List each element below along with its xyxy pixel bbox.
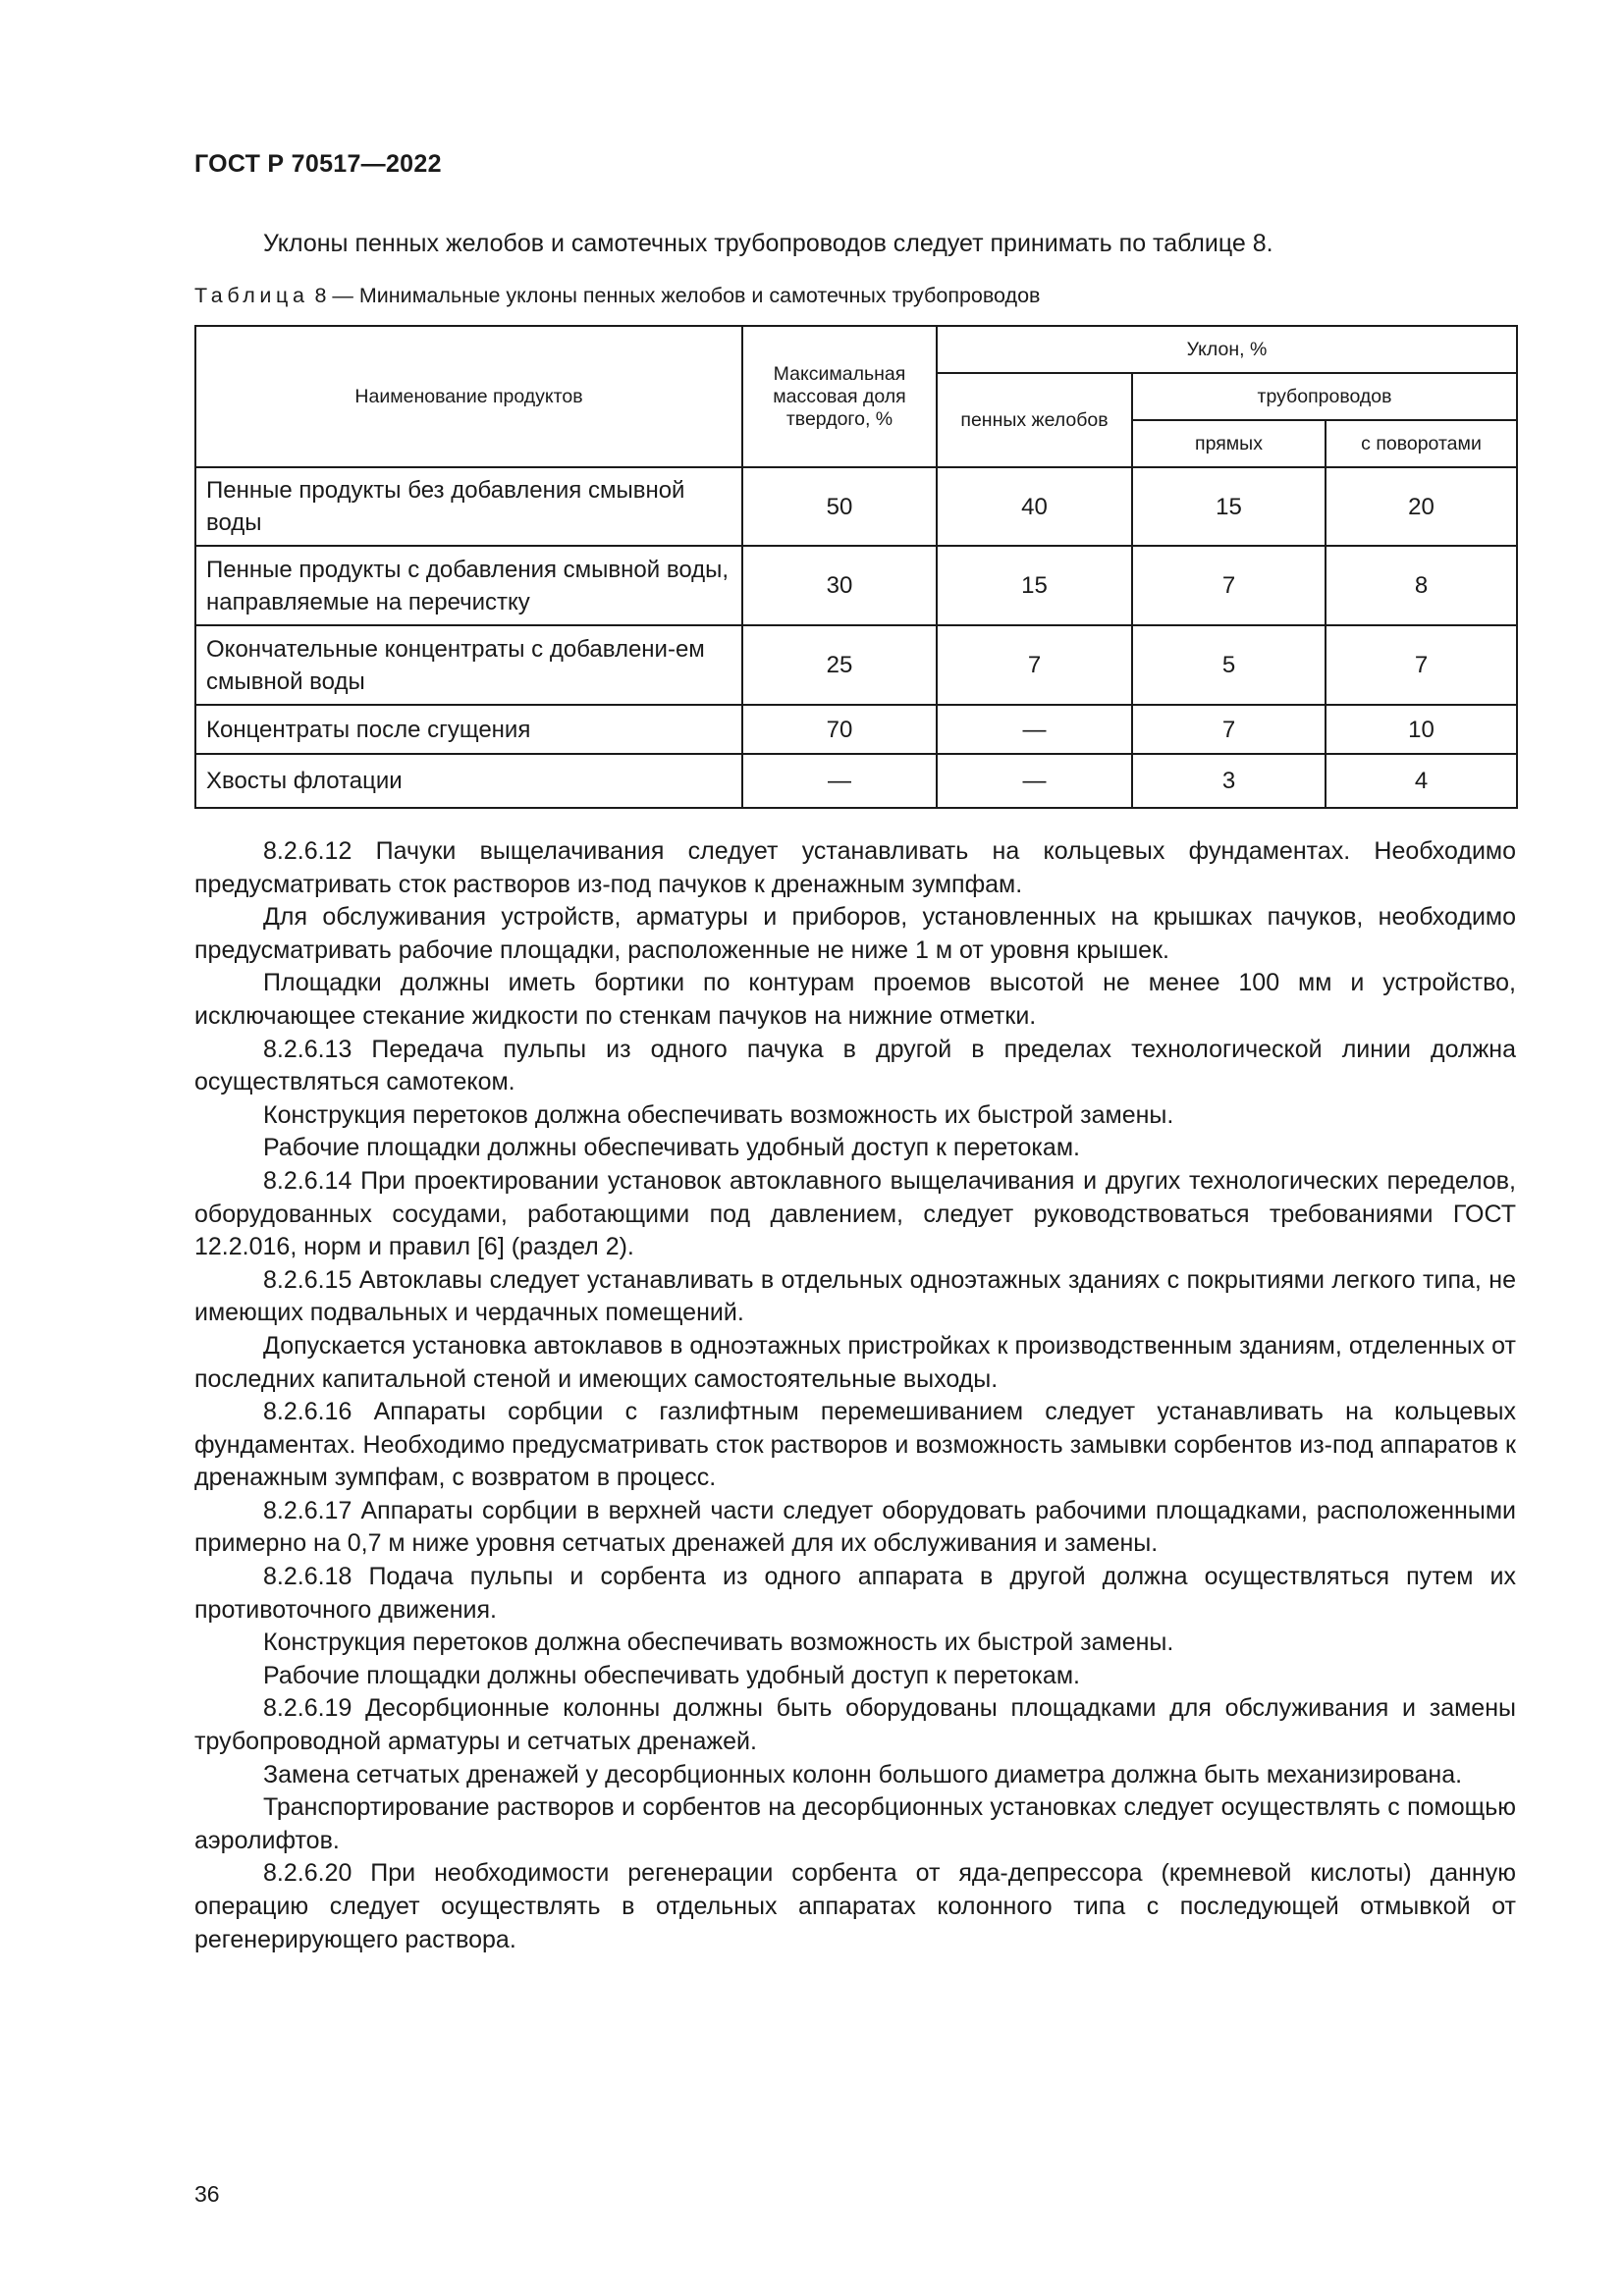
table-row <box>195 546 1517 625</box>
product-name: Концентраты после сгущения <box>195 705 742 754</box>
solids-value: 25 <box>742 625 937 705</box>
header-product: Наименование продуктов <box>195 326 742 467</box>
header-straight: прямых <box>1132 420 1326 467</box>
troughs-value: 40 <box>937 467 1132 546</box>
body-text <box>194 835 1516 1956</box>
solids-value: — <box>742 754 937 808</box>
troughs-value: — <box>937 705 1132 754</box>
table-row <box>195 754 1517 808</box>
straight-value: 7 <box>1132 705 1326 754</box>
table-caption <box>194 284 1040 308</box>
header-solids: Максимальная массовая доля твердого, % <box>742 326 937 467</box>
paragraph: 8.2.6.12 Пачуки выщелачивания следует устанавливать на кольцевых фундаментах. Необходимо предусматривать сток растворов из-под пачуков к дренажным зумпфам. <box>194 837 1516 898</box>
turns-value: 4 <box>1326 754 1517 808</box>
troughs-value: — <box>937 754 1132 808</box>
product-name: Пенные продукты без добавления смывной воды <box>195 467 742 546</box>
straight-value: 7 <box>1132 546 1326 625</box>
straight-value: 3 <box>1132 754 1326 808</box>
turns-value: 7 <box>1326 625 1517 705</box>
paragraph: 8.2.6.13 Передача пульпы из одного пачука в другой в пределах технологической линии должна осуществляться самотеком. <box>194 1035 1516 1096</box>
paragraph: 8.2.6.18 Подача пульпы и сорбента из одного аппарата в другой должна осуществляться путем их противоточного движения. <box>194 1563 1516 1624</box>
troughs-value: 7 <box>937 625 1132 705</box>
paragraph: Рабочие площадки должны обеспечивать удобный доступ к перетокам. <box>263 1134 1080 1162</box>
table-row <box>195 625 1517 705</box>
turns-value: 10 <box>1326 705 1517 754</box>
troughs-value: 15 <box>937 546 1132 625</box>
paragraph: 8.2.6.16 Аппараты сорбции с газлифтным перемешиванием следует устанавливать на кольцевых фундаментах. Необходимо предусматривать сток растворов и возможность замывки сорбентов из-под аппаратов к дренажным зумпфам, с возвратом в процесс. <box>194 1398 1516 1492</box>
paragraph: Замена сетчатых дренажей у десорбционных колонн большого диаметра должна быть механизирована. <box>263 1760 1463 1789</box>
page-number: 36 <box>194 2181 220 2207</box>
turns-value: 20 <box>1326 467 1517 546</box>
solids-value: 70 <box>742 705 937 754</box>
table-row <box>195 705 1517 754</box>
paragraph: Конструкция перетоков должна обеспечивать возможность их быстрой замены. <box>263 1100 1174 1129</box>
product-name: Окончательные концентраты с добавлени-ем смывной воды <box>195 625 742 705</box>
header-turns: с поворотами <box>1326 420 1517 467</box>
table-caption-label: Таблица <box>194 284 309 307</box>
solids-value: 50 <box>742 467 937 546</box>
paragraph: 8.2.6.14 При проектировании установок автоклавного выщелачивания и других технологических переделов, оборудованных сосудами, работающими под давлением, следует руководствоваться требованиями ГОСТ 12.2.016, норм и правил [6] (раздел 2). <box>194 1166 1516 1261</box>
paragraph: Конструкция перетоков должна обеспечивать возможность их быстрой замены. <box>263 1629 1174 1657</box>
table-row <box>195 467 1517 546</box>
product-name: Хвосты флотации <box>195 754 742 808</box>
straight-value: 5 <box>1132 625 1326 705</box>
paragraph: Для обслуживания устройств, арматуры и приборов, установленных на крышках пачуков, необходимо предусматривать рабочие площадки, расположенные не ниже 1 м от уровня крышек. <box>194 903 1516 964</box>
paragraph: 8.2.6.17 Аппараты сорбции в верхней части следует оборудовать рабочими площадками, расположенными примерно на 0,7 м ниже уровня сетчатых дренажей для их обслуживания и замены. <box>194 1496 1516 1558</box>
intro-paragraph: Уклоны пенных желобов и самотечных трубопроводов следует принимать по таблице 8. <box>263 230 1273 257</box>
header-troughs: пенных желобов <box>937 373 1132 467</box>
paragraph: 8.2.6.15 Автоклавы следует устанавливать в отдельных одноэтажных зданиях с покрытиями легкого типа, не имеющих подвальных и чердачных помещений. <box>194 1265 1516 1327</box>
straight-value: 15 <box>1132 467 1326 546</box>
solids-value: 30 <box>742 546 937 625</box>
header-pipes: трубопроводов <box>1132 373 1517 420</box>
slopes-table <box>194 325 1518 809</box>
table-caption-text: 8 — Минимальные уклоны пенных желобов и самотечных трубопроводов <box>314 284 1041 307</box>
paragraph: Допускается установка автоклавов в одноэтажных пристройках к производственным зданиям, отделенных от последних капитальной стеной и имеющих самостоятельные выходы. <box>194 1331 1516 1393</box>
paragraph: Площадки должны иметь бортики по контурам проемов высотой не менее 100 мм и устройство, исключающее стекание жидкости по стенкам пачуков на нижние отметки. <box>194 969 1516 1030</box>
header-slope: Уклон, % <box>937 326 1517 373</box>
paragraph: Рабочие площадки должны обеспечивать удобный доступ к перетокам. <box>263 1661 1080 1689</box>
turns-value: 8 <box>1326 546 1517 625</box>
product-name: Пенные продукты с добавления смывной воды, направляемые на перечистку <box>195 546 742 625</box>
paragraph: 8.2.6.20 При необходимости регенерации сорбента от яда-депрессора (кремневой кислоты) данную операцию следует осуществлять в отдельных аппаратах колонного типа с последующей отмывкой от регенерирующего раствора. <box>194 1859 1516 1953</box>
document-header: ГОСТ Р 70517—2022 <box>194 150 442 178</box>
paragraph: 8.2.6.19 Десорбционные колонны должны быть оборудованы площадками для обслуживания и замены трубопроводной арматуры и сетчатых дренажей. <box>194 1694 1516 1756</box>
paragraph: Транспортирование растворов и сорбентов на десорбционных установках следует осуществлять с помощью аэролифтов. <box>194 1793 1516 1854</box>
